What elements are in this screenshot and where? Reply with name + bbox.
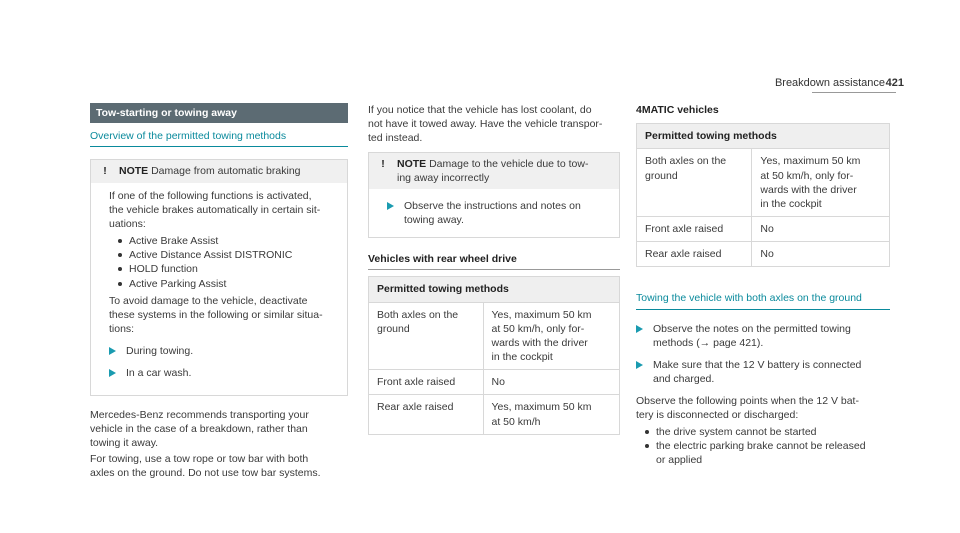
note-outro-line: these systems in the following or similar situa-: [109, 308, 323, 321]
paragraph-line: ted instead.: [368, 132, 423, 145]
subheading-both-axles: Towing the vehicle with both axles on the ground: [636, 291, 890, 309]
table-header: Permitted towing methods: [369, 277, 620, 302]
note-body: [91, 183, 347, 395]
table-row: [369, 395, 620, 434]
table-cell: No: [483, 370, 620, 395]
note-box-automatic-braking: [90, 159, 348, 395]
step-arrow-icon: [109, 347, 116, 355]
cell-line: in the cockpit: [760, 197, 822, 210]
table-row: [369, 302, 620, 370]
step-text: methods (→ page 421).: [653, 336, 764, 349]
table-header: Permitted towing methods: [637, 124, 890, 149]
table-cell: [752, 149, 890, 217]
step-text: Observe the notes on the permitted towing: [653, 322, 851, 335]
step-arrow-icon: [387, 202, 394, 210]
paragraph-line: axles on the ground. Do not use tow bar systems.: [90, 467, 321, 480]
cell-line: ground: [645, 169, 678, 182]
left-column: [90, 103, 348, 480]
note-title-text: Damage to the vehicle due to tow-: [429, 157, 589, 170]
cell-line: Yes, maximum 50 km: [491, 401, 592, 414]
paragraph-line: Mercedes-Benz recommends transporting your: [90, 408, 309, 421]
list-item: [648, 439, 890, 467]
paragraph-recommendation: [90, 408, 348, 451]
cell-line: Both axles on the: [645, 155, 727, 168]
page-number: 421: [885, 77, 904, 89]
step-item: [636, 322, 890, 350]
subheading-overview: Overview of the permitted towing methods: [90, 129, 348, 147]
cell-line: at 50 km/h, only for-: [760, 169, 854, 182]
cell-line: Both axles on the: [377, 308, 459, 321]
list-item: Active Distance Assist DISTRONIC: [121, 248, 339, 262]
step-text: Observe the instructions and notes on: [404, 199, 581, 212]
step-text: and charged.: [653, 373, 715, 386]
step-item: [109, 366, 339, 380]
step-text: In a car wash.: [126, 367, 192, 380]
warning-icon: !: [103, 165, 107, 178]
cell-line: wards with the driver: [760, 183, 857, 196]
list-item-text: the electric parking brake cannot be released: [656, 439, 866, 452]
cell-line: at 50 km/h: [491, 415, 541, 428]
table-header-row: [369, 277, 620, 302]
warning-icon: !: [381, 157, 385, 170]
note-label: NOTE: [119, 165, 149, 178]
step-text: During towing.: [126, 345, 194, 358]
paragraph-line: Observe the following points when the 12 V bat-: [636, 395, 859, 408]
rwd-heading: Vehicles with rear wheel drive: [368, 252, 620, 270]
list-item: Active Brake Assist: [121, 234, 339, 248]
cell-line: wards with the driver: [491, 336, 588, 349]
table-cell: [483, 395, 620, 434]
table-row: [637, 149, 890, 217]
paragraph-towing: [90, 452, 348, 480]
note-title: [91, 160, 347, 182]
list-item: HOLD function: [121, 262, 339, 276]
note-intro-line: uations:: [109, 217, 146, 230]
right-column: [636, 103, 890, 467]
cell-line: Yes, maximum 50 km: [760, 155, 861, 168]
table-cell: No: [752, 242, 890, 267]
step-arrow-icon: [636, 361, 643, 369]
header-section-title: Breakdown assistance: [774, 77, 885, 89]
note-outro: [109, 294, 339, 337]
note-title-text: ing away incorrectly: [397, 171, 490, 184]
table-cell: Front axle raised: [369, 370, 484, 395]
step-text: Make sure that the 12 V battery is connected: [653, 358, 862, 371]
paragraph-line: If you notice that the vehicle has lost coolant, do: [368, 104, 592, 116]
paragraph-line: towing it away.: [90, 436, 159, 449]
note-box-towing-damage: [368, 152, 620, 239]
battery-consequences-list: [636, 425, 890, 468]
table-cell: [369, 302, 484, 370]
note-intro-line: the vehicle brakes automatically in certain sit-: [109, 203, 321, 216]
4matic-towing-table: [636, 123, 890, 267]
table-header-row: [637, 124, 890, 149]
table-cell: [483, 302, 620, 370]
table-cell: Front axle raised: [637, 217, 752, 242]
step-item: [109, 344, 339, 358]
middle-column: [368, 103, 620, 435]
table-row: [637, 217, 890, 242]
step-item: [387, 199, 611, 227]
table-cell: No: [752, 217, 890, 242]
list-item-text: the drive system cannot be started: [656, 425, 817, 438]
paragraph-battery: [636, 394, 890, 422]
cell-line: in the cockpit: [491, 351, 553, 364]
note-body: [369, 189, 619, 237]
table-row: [369, 370, 620, 395]
paragraph-line: For towing, use a tow rope or tow bar with both: [90, 453, 309, 466]
note-outro-line: To avoid damage to the vehicle, deactivate: [109, 294, 308, 307]
cell-line: at 50 km/h, only for-: [491, 322, 585, 335]
list-item: Active Parking Assist: [121, 277, 339, 291]
header-rule: [812, 92, 896, 93]
list-item-text: or applied: [656, 453, 703, 466]
table-cell: Rear axle raised: [369, 395, 484, 434]
note-label: NOTE: [397, 157, 427, 170]
paragraph-line: tery is disconnected or discharged:: [636, 409, 799, 422]
rwd-towing-table: [368, 276, 620, 434]
cell-line: ground: [377, 322, 410, 335]
step-item: [636, 358, 890, 386]
section-bar: Tow-starting or towing away: [90, 103, 348, 123]
step-text: towing away.: [404, 214, 464, 227]
note-title: [369, 153, 619, 189]
note-outro-line: tions:: [109, 323, 135, 336]
4matic-heading: 4MATIC vehicles: [636, 104, 719, 116]
note-intro: [109, 189, 339, 232]
paragraph-line: vehicle in the case of a breakdown, rather than: [90, 422, 308, 435]
note-title-text: Damage from automatic braking: [151, 165, 301, 178]
paragraph-coolant: [368, 103, 620, 146]
paragraph-line: not have it towed away. Have the vehicle transpor-: [368, 118, 603, 131]
table-row: [637, 242, 890, 267]
cell-line: Yes, maximum 50 km: [491, 308, 592, 321]
step-arrow-icon: [636, 325, 643, 333]
list-item: [648, 425, 890, 439]
note-intro-line: If one of the following functions is activated,: [109, 189, 312, 202]
step-arrow-icon: [109, 369, 116, 377]
table-cell: Rear axle raised: [637, 242, 752, 267]
function-list: [109, 234, 339, 291]
table-cell: [637, 149, 752, 217]
